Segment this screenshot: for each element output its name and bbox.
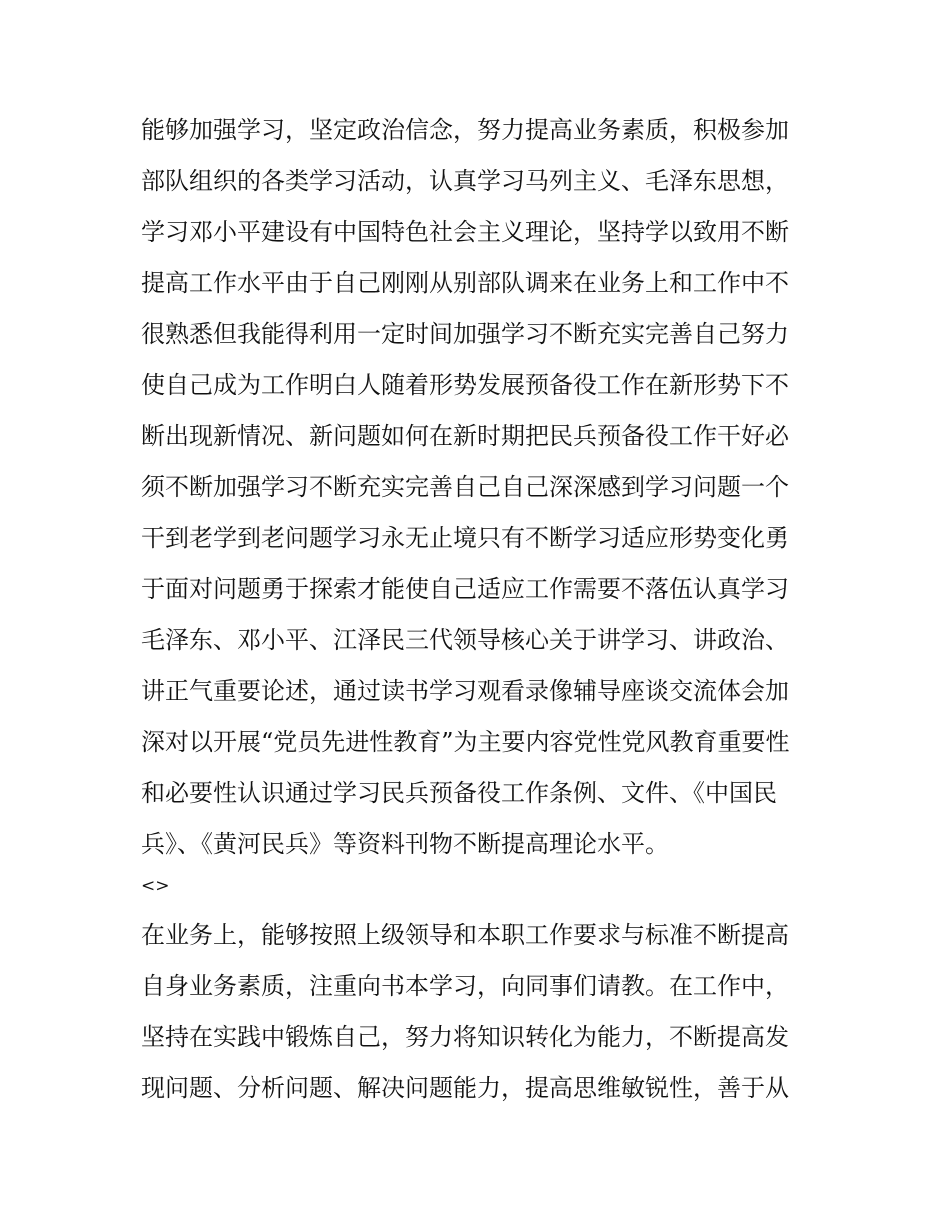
paragraph-study: [141, 105, 821, 870]
paragraph-line: 讲正气重要论述，通过读书学习观看录像辅导座谈交流体会加: [141, 677, 789, 705]
paragraph-line: 使自己成为工作明白人随着形势发展预备役工作在新形势下不: [141, 371, 789, 399]
paragraph-line: 须不断加强学习不断充实完善自己自己深深感到学习问题一个: [141, 473, 789, 501]
paragraph-line: 部队组织的各类学习活动，认真学习马列主义、毛泽东思想，: [141, 167, 789, 195]
paragraph-line: 在业务上，能够按照上级领导和本职工作要求与标准不断提高: [141, 921, 789, 949]
paragraph-line: 自身业务素质，注重向书本学习，向同事们请教。在工作中，: [141, 972, 789, 1000]
section-marker: <>: [141, 876, 170, 896]
paragraph-line: 于面对问题勇于探索才能使自己适应工作需要不落伍认真学习: [141, 575, 789, 603]
paragraph-line: 毛泽东、邓小平、江泽民三代领导核心关于讲学习、讲政治、: [141, 626, 789, 654]
paragraph-line: 坚持在实践中锻炼自己，努力将知识转化为能力，不断提高发: [141, 1023, 789, 1051]
paragraph-line: 和必要性认识通过学习民兵预备役工作条例、文件、《中国民: [141, 779, 777, 807]
paragraph-line: 能够加强学习，坚定政治信念，努力提高业务素质，积极参加: [141, 116, 789, 144]
paragraph-line: 提高工作水平由于自己刚刚从别部队调来在业务上和工作中不: [141, 269, 789, 297]
paragraph-business: [141, 910, 821, 1114]
paragraph-line: 学习邓小平建设有中国特色社会主义理论，坚持学以致用不断: [141, 218, 789, 246]
paragraph-line: 兵》、《黄河民兵》等资料刊物不断提高理论水平。: [141, 830, 669, 858]
paragraph-line: 干到老学到老问题学习永无止境只有不断学习适应形势变化勇: [141, 524, 789, 552]
paragraph-line: 现问题、分析问题、解决问题能力，提高思维敏锐性，善于从: [141, 1074, 789, 1102]
paragraph-line: 深对以开展“党员先进性教育”为主要内容党性党风教育重要性: [141, 728, 790, 756]
paragraph-line: 很熟悉但我能得利用一定时间加强学习不断充实完善自己努力: [141, 320, 789, 348]
paragraph-line: 断出现新情况、新问题如何在新时期把民兵预备役工作干好必: [141, 422, 789, 450]
